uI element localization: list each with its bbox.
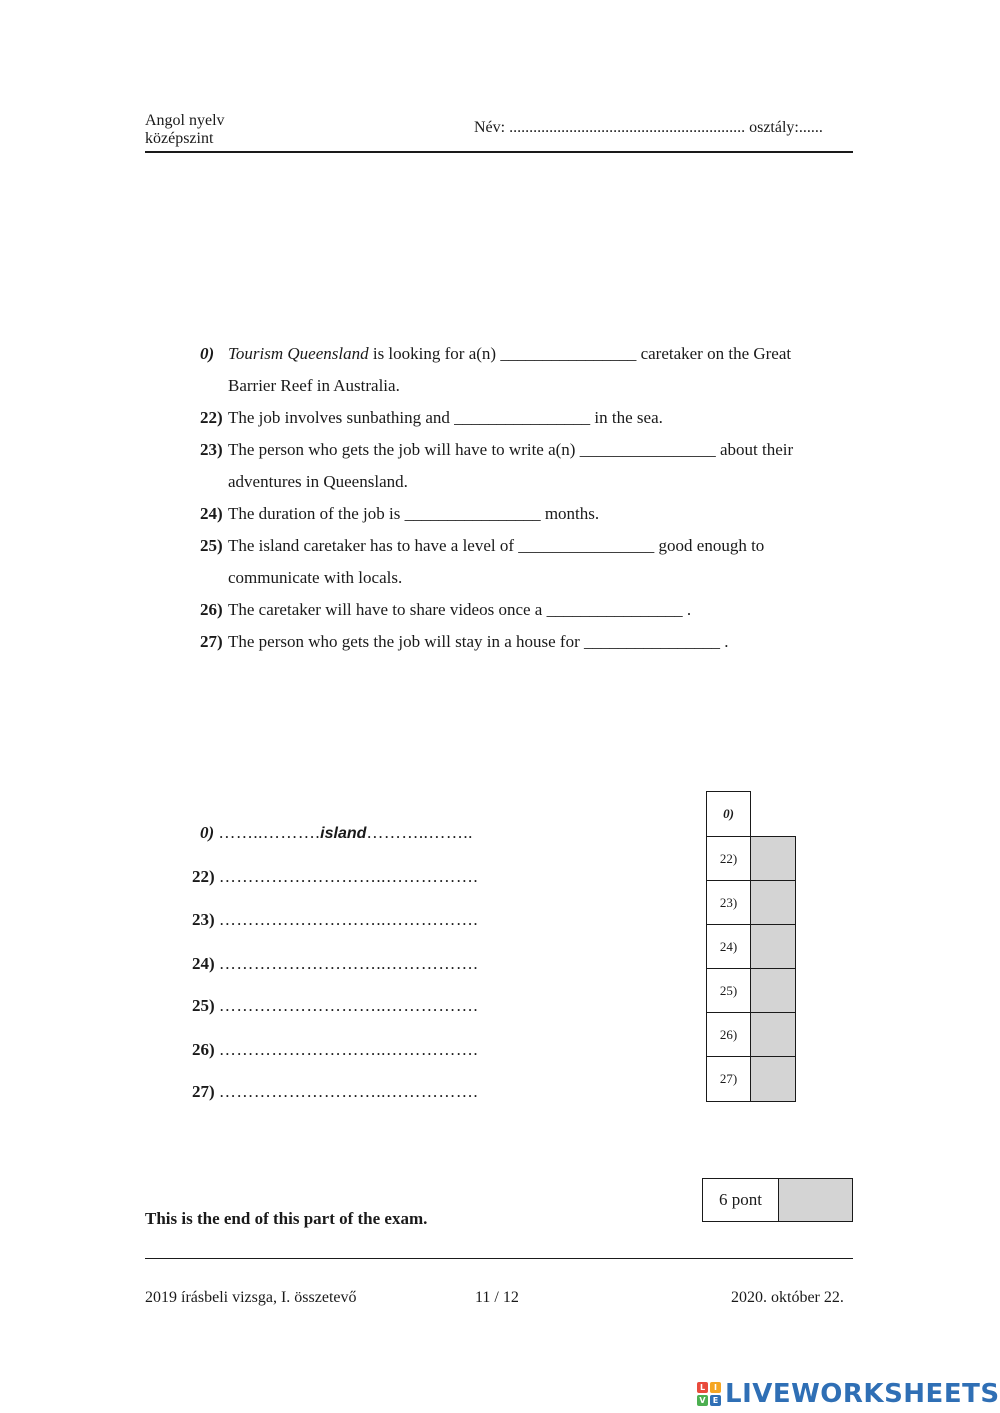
- score-cell-example: [706, 791, 751, 837]
- score-box-23[interactable]: [750, 880, 796, 925]
- score-cell-26: [706, 1012, 751, 1057]
- question-number: 25): [200, 536, 223, 555]
- question-text: The person who gets the job will have to write a(n) ________________ about their: [228, 440, 794, 459]
- answer-example: [200, 823, 473, 843]
- score-box-25[interactable]: [750, 968, 796, 1013]
- answer-line-23[interactable]: [192, 910, 478, 930]
- score-cell-23: [706, 880, 751, 925]
- subject-label: [145, 112, 225, 148]
- score-label: 24): [719, 938, 738, 954]
- footer-page-number: 11 / 12: [475, 1289, 519, 1306]
- organisation-name: Tourism Queensland: [228, 344, 369, 363]
- score-box-26[interactable]: [750, 1012, 796, 1057]
- question-26: [200, 594, 860, 626]
- points-box: [702, 1178, 853, 1222]
- answer-number: 27): [192, 1082, 215, 1101]
- answer-blank[interactable]: ………………………..…………….: [218, 910, 479, 929]
- score-cell-24: [706, 924, 751, 969]
- score-box-22[interactable]: [750, 836, 796, 881]
- question-text: The person who gets the job will stay in a house for ________________ .: [228, 632, 729, 651]
- score-label: 27): [719, 1071, 738, 1086]
- subject-line-2: középszint: [145, 130, 214, 147]
- score-label: 26): [719, 1026, 738, 1042]
- answer-line-26[interactable]: [192, 1040, 478, 1060]
- question-number: 23): [200, 440, 223, 459]
- score-label: 0): [723, 806, 734, 821]
- score-box-27[interactable]: [750, 1056, 796, 1102]
- question-text: The island caretaker has to have a level of ________________ good enough to: [228, 536, 765, 555]
- footer-exam-info: 2019 írásbeli vizsga, I. összetevő: [145, 1289, 357, 1306]
- question-25: [200, 530, 860, 594]
- question-number: 24): [200, 504, 223, 523]
- score-cell-27: [706, 1056, 751, 1102]
- answer-line-27[interactable]: [192, 1082, 478, 1102]
- answer-number: 22): [192, 867, 215, 886]
- answer-line-22[interactable]: [192, 867, 478, 887]
- logo-tile: E: [710, 1395, 721, 1406]
- answer-number: 23): [192, 910, 215, 929]
- header-divider: [145, 151, 853, 153]
- subject-line-1: Angol nyelv: [145, 112, 225, 129]
- liveworksheets-logo: [697, 1380, 1000, 1408]
- footer-divider: [145, 1258, 853, 1259]
- answer-number: 0): [200, 823, 215, 842]
- answer-line-24[interactable]: [192, 954, 478, 974]
- question-23: [200, 434, 860, 498]
- answer-dots-before: ……..……….: [218, 823, 321, 842]
- answer-number: 26): [192, 1040, 215, 1059]
- points-score-field[interactable]: [779, 1179, 852, 1221]
- points-label: 6 pont: [703, 1179, 779, 1221]
- question-continuation: Barrier Reef in Australia.: [228, 376, 400, 395]
- score-label: 22): [719, 850, 738, 866]
- question-27: [200, 626, 860, 658]
- logo-tile: I: [710, 1382, 721, 1393]
- question-continuation: communicate with locals.: [228, 568, 403, 587]
- question-24: [200, 498, 860, 530]
- logo-text: LIVEWORKSHEETS: [725, 1379, 1000, 1409]
- score-box-24[interactable]: [750, 924, 796, 969]
- question-number: 22): [200, 408, 223, 427]
- answer-blank[interactable]: ………………………..…………….: [218, 1040, 479, 1059]
- answer-number: 24): [192, 954, 215, 973]
- question-list: [200, 338, 860, 658]
- score-cell-22: [706, 836, 751, 881]
- question-continuation: adventures in Queensland.: [228, 472, 408, 491]
- question-text: is looking for a(n) ________________ caretaker on the Great: [368, 344, 792, 363]
- answer-blank[interactable]: ………………………..…………….: [218, 867, 479, 886]
- question-number: 26): [200, 600, 223, 619]
- question-text: The caretaker will have to share videos once a ________________ .: [228, 600, 692, 619]
- question-text: The job involves sunbathing and ________________ in the sea.: [228, 408, 663, 427]
- question-number: 0): [200, 344, 215, 363]
- footer-date: 2020. október 22.: [731, 1289, 844, 1306]
- question-number: 27): [200, 632, 223, 651]
- logo-icon: [697, 1382, 721, 1406]
- name-class-field: Név: ........................................................... osztály:......: [474, 119, 823, 136]
- score-label: 23): [719, 894, 738, 910]
- score-label: 25): [719, 982, 738, 998]
- score-cell-25: [706, 968, 751, 1013]
- question-0: [200, 338, 860, 402]
- example-answer-word: island: [320, 825, 367, 842]
- answer-dots-after: ………..……..: [366, 823, 473, 842]
- end-of-part-text: This is the end of this part of the exam.: [145, 1209, 428, 1228]
- answer-blank[interactable]: ………………………..…………….: [218, 996, 479, 1015]
- answer-blank[interactable]: ………………………..…………….: [218, 1082, 479, 1101]
- answer-line-25[interactable]: [192, 996, 478, 1016]
- answer-number: 25): [192, 996, 215, 1015]
- answer-blank[interactable]: ………………………..…………….: [218, 954, 479, 973]
- question-text: The duration of the job is ________________ months.: [228, 504, 600, 523]
- question-22: [200, 402, 860, 434]
- logo-tile: V: [697, 1395, 708, 1406]
- logo-tile: L: [697, 1382, 708, 1393]
